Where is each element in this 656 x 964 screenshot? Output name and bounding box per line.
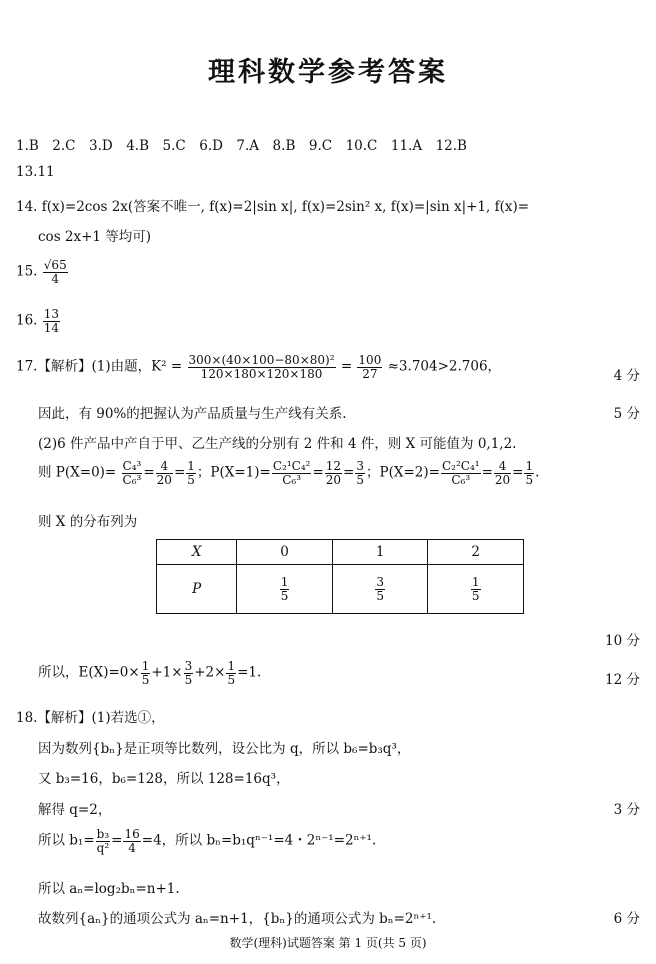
page-title: 理科数学参考答案 <box>208 57 448 88</box>
b1-fraction-2: $\frac{16}{4}$ <box>124 827 140 855</box>
page-footer: 数学(理科)试题答案 第 1 页(共 5 页) <box>229 936 427 950</box>
answer-15 <box>16 259 69 285</box>
fraction: $\frac{1}{5}$ <box>141 659 150 687</box>
table-row <box>157 565 524 614</box>
table-cell: 0 <box>237 540 333 565</box>
q18-line3: 又 b₃=16，b₆=128，所以 128=16q³， <box>38 771 290 787</box>
answer-16-label: 16. <box>16 312 38 329</box>
q17-line3: (2)6 件产品中产自于甲、乙生产线的分别有 2 件和 4 件，则 X 可能值为 0,1,2. <box>38 436 517 452</box>
q17-line1 <box>16 354 501 380</box>
equals-sign: = <box>340 358 353 375</box>
p-x2-combination: $\frac{\text{C₂²C₄¹}}{\text{C₆³}}$ <box>441 459 480 487</box>
table-cell: $\frac{1}{5}$ <box>428 565 524 614</box>
p-x2-frac2: $\frac{4}{20}$ <box>494 459 511 487</box>
q18-score-1: 3 分 <box>613 802 640 818</box>
answer-15-label: 15. <box>16 263 38 280</box>
answer-16 <box>16 308 61 334</box>
table-row <box>157 540 524 565</box>
q18-score-2: 6 分 <box>613 911 640 927</box>
expectation-label: 所以，E(X)=0× <box>38 664 140 681</box>
table-cell: 2 <box>428 540 524 565</box>
q17-k2-compare: ≈3.704>2.706， <box>387 358 502 375</box>
table-cell: P <box>157 565 237 614</box>
answer-13: 13.11 <box>16 164 55 180</box>
q17-k2-label: 17.【解析】(1)由题，K² = <box>16 358 183 375</box>
table-cell: 1 <box>332 540 428 565</box>
q17-score-2: 5 分 <box>613 406 640 422</box>
period: . <box>535 464 540 481</box>
fraction: $\frac{1}{5}$ <box>227 659 236 687</box>
q17-result-fraction: $\frac{100}{27}$ <box>358 353 382 381</box>
q18-line7: 故数列{aₙ}的通项公式为 aₙ=n+1，{bₙ}的通项公式为 bₙ=2ⁿ⁺¹. <box>38 911 437 927</box>
table-cell: $\frac{3}{5}$ <box>332 565 428 614</box>
q17-score-3: 10 分 <box>605 633 640 649</box>
b1-label: 所以 b₁= <box>38 832 95 849</box>
answer-16-fraction: $\frac{13}{14}$ <box>43 307 60 335</box>
q17-line2: 因此，有 90%的把握认为产品质量与生产线有关系. <box>38 406 347 422</box>
p-x0-frac2: $\frac{4}{20}$ <box>156 459 172 487</box>
result: =1. <box>237 664 262 681</box>
q17-line5: 则 X 的分布列为 <box>38 514 138 530</box>
p-x0-frac3: $\frac{1}{5}$ <box>187 459 195 487</box>
plus-term: +1× <box>151 664 183 681</box>
p-x1-frac3: $\frac{3}{5}$ <box>356 459 364 487</box>
p-x0-label: 则 P(X=0)= <box>38 464 117 481</box>
q18-line6: 所以 aₙ=log₂bₙ=n+1. <box>38 881 180 897</box>
equals-sign: = <box>111 832 123 849</box>
q17-score-1: 4 分 <box>613 368 640 384</box>
answer-14-line1: 14. f(x)=2cos 2x(答案不唯一, f(x)=2|sin x|, f(x)=2sin² x, f(x)=|sin x|+1, f(x)= <box>16 199 530 215</box>
answer-15-fraction: $\frac{√65}{4}$ <box>43 258 67 286</box>
p-x1-label: ；P(X=1)= <box>196 464 271 481</box>
answer-14-line2: cos 2x+1 等均可) <box>38 229 152 245</box>
p-x2-frac3: $\frac{1}{5}$ <box>525 459 534 487</box>
distribution-table <box>156 539 524 614</box>
p-x2-label: ；P(X=2)= <box>366 464 440 481</box>
p-x1-combination: $\frac{\text{C₂¹C₄²}}{\text{C₆³}}$ <box>272 459 311 487</box>
p-x1-frac2: $\frac{12}{20}$ <box>325 459 342 487</box>
q18-line1: 18.【解析】(1)若选①， <box>16 710 165 726</box>
q18-line5 <box>38 828 376 854</box>
q17-score-4: 12 分 <box>605 672 640 688</box>
q17-k2-fraction: $\frac{\text{300×(40×100−80×80)²}}{120\times 180\times 120\times 180}$ <box>188 353 335 381</box>
table-cell: X <box>157 540 237 565</box>
bn-formula: =4，所以 bₙ=b₁qⁿ⁻¹=4・2ⁿ⁻¹=2ⁿ⁺¹. <box>141 832 377 849</box>
q18-line4: 解得 q=2， <box>38 802 112 818</box>
q17-line4: 则 P(X=0)= $\frac{\text{C₄³}}{\text{C₆³}}$ = $\frac{4}{20}$ = $\frac{1}{5}$ ；P(X=1)= $\frac{\text{C₂¹C₄²}}{\text{C₆³}}$ = $\frac{12}{20}$ = $\frac{3}{5}$ ；P(X=2)= $\frac{\text{C₂²C₄¹}}{\text{C₆³}}$ = $\frac{4}{20}$ = $\frac{1}{5}$ . <box>38 459 540 487</box>
q17-line6 <box>38 660 261 686</box>
table-cell: $\frac{1}{5}$ <box>237 565 333 614</box>
plus-term: +2× <box>194 664 226 681</box>
p-x0-combination: $\frac{\text{C₄³}}{\text{C₆³}}$ <box>122 459 142 487</box>
b1-fraction: $\frac{\text{b₃}}{\text{q²}}$ <box>96 827 110 855</box>
fraction: $\frac{3}{5}$ <box>184 659 193 687</box>
q18-line2: 因为数列{bₙ}是正项等比数列，设公比为 q，所以 b₆=b₃q³， <box>38 741 411 757</box>
answers-choice-line: 1.B 2.C 3.D 4.B 5.C 6.D 7.A 8.B 9.C 10.C 11.A 12.B <box>16 138 467 154</box>
